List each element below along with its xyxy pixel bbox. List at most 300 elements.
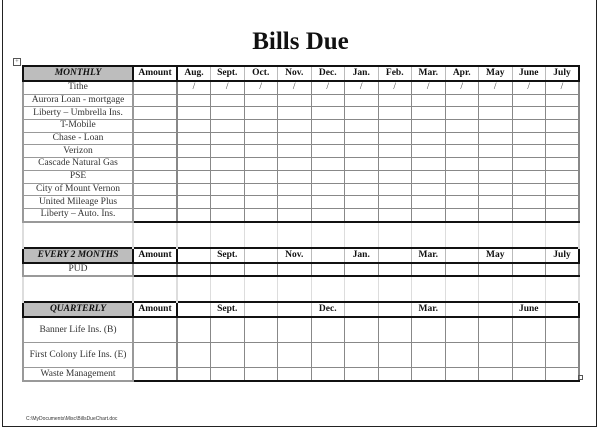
month-cell[interactable]	[345, 132, 379, 145]
spacer-cell	[133, 276, 177, 289]
bill-row	[23, 263, 579, 277]
month-cell[interactable]	[378, 158, 412, 171]
month-column-header: June	[512, 66, 546, 81]
month-cell[interactable]	[546, 94, 580, 107]
bill-row	[23, 145, 579, 158]
month-cell[interactable]	[345, 120, 379, 133]
month-cell[interactable]	[311, 170, 345, 183]
spacer-cell	[445, 222, 479, 235]
month-column-header	[244, 302, 278, 317]
spacer-cell	[445, 276, 479, 289]
month-cell[interactable]: /	[412, 81, 446, 94]
month-cell[interactable]	[378, 196, 412, 209]
spacer-cell	[546, 235, 580, 248]
month-cell[interactable]: /	[345, 81, 379, 94]
table-move-handle-icon[interactable]: +	[13, 58, 21, 66]
month-cell[interactable]	[278, 196, 312, 209]
month-cell[interactable]	[177, 107, 211, 120]
bill-row	[23, 81, 579, 94]
spacer-cell	[445, 289, 479, 302]
month-cell[interactable]	[412, 120, 446, 133]
month-cell[interactable]	[479, 158, 513, 171]
month-cell[interactable]	[546, 196, 580, 209]
month-cell[interactable]	[278, 132, 312, 145]
month-cell[interactable]	[512, 107, 546, 120]
month-cell[interactable]: /	[311, 81, 345, 94]
month-column-header	[311, 248, 345, 263]
month-cell[interactable]	[177, 170, 211, 183]
month-cell[interactable]	[378, 368, 412, 381]
amount-cell[interactable]	[133, 208, 177, 221]
month-cell[interactable]	[412, 158, 446, 171]
month-cell[interactable]	[512, 132, 546, 145]
month-cell[interactable]	[512, 94, 546, 107]
spacer-cell	[311, 276, 345, 289]
month-cell[interactable]	[345, 158, 379, 171]
month-cell[interactable]	[244, 145, 278, 158]
month-cell[interactable]	[378, 208, 412, 221]
month-cell[interactable]	[278, 94, 312, 107]
spacer-cell	[23, 289, 133, 302]
month-cell[interactable]	[378, 120, 412, 133]
month-cell[interactable]	[546, 317, 580, 343]
month-cell[interactable]	[378, 94, 412, 107]
month-cell[interactable]	[378, 107, 412, 120]
month-cell[interactable]	[412, 145, 446, 158]
month-cell[interactable]	[445, 158, 479, 171]
spacer-cell	[177, 222, 211, 235]
month-cell[interactable]: /	[512, 81, 546, 94]
month-cell[interactable]	[211, 317, 245, 343]
section-header-row	[23, 66, 579, 81]
month-cell[interactable]	[311, 343, 345, 368]
month-column-header	[445, 248, 479, 263]
amount-cell[interactable]	[133, 81, 177, 94]
month-cell[interactable]	[278, 158, 312, 171]
month-cell[interactable]	[412, 183, 446, 196]
month-column-header: July	[546, 66, 580, 81]
month-cell[interactable]	[211, 183, 245, 196]
month-column-header: Feb.	[378, 66, 412, 81]
month-cell[interactable]	[244, 107, 278, 120]
spacer-cell	[278, 222, 312, 235]
month-cell[interactable]	[278, 170, 312, 183]
month-cell[interactable]	[244, 132, 278, 145]
month-cell[interactable]	[244, 196, 278, 209]
month-cell[interactable]	[311, 158, 345, 171]
month-cell[interactable]	[546, 263, 580, 277]
month-cell[interactable]	[345, 343, 379, 368]
amount-cell[interactable]	[133, 343, 177, 368]
month-column-header: June	[512, 302, 546, 317]
amount-cell[interactable]	[133, 317, 177, 343]
month-cell[interactable]	[211, 94, 245, 107]
month-cell[interactable]	[211, 170, 245, 183]
month-cell[interactable]	[177, 132, 211, 145]
month-cell[interactable]	[512, 120, 546, 133]
spacer-cell	[23, 222, 133, 235]
month-column-header: Sept.	[211, 66, 245, 81]
month-cell[interactable]	[412, 343, 446, 368]
bill-name: Liberty – Auto. Ins.	[23, 208, 133, 221]
spacer-cell	[211, 289, 245, 302]
month-cell[interactable]	[244, 317, 278, 343]
month-cell[interactable]	[479, 196, 513, 209]
month-cell[interactable]	[512, 145, 546, 158]
month-cell[interactable]	[278, 343, 312, 368]
month-cell[interactable]	[412, 208, 446, 221]
bill-row	[23, 183, 579, 196]
month-cell[interactable]	[311, 183, 345, 196]
month-column-header: Nov.	[278, 248, 312, 263]
amount-cell[interactable]	[133, 107, 177, 120]
bill-name: City of Mount Vernon	[23, 183, 133, 196]
month-cell[interactable]	[177, 343, 211, 368]
amount-cell[interactable]	[133, 196, 177, 209]
spacer-cell	[479, 235, 513, 248]
month-cell[interactable]	[546, 158, 580, 171]
month-cell[interactable]	[546, 107, 580, 120]
bill-row	[23, 368, 579, 381]
spacer-cell	[445, 235, 479, 248]
month-cell[interactable]: /	[177, 81, 211, 94]
month-column-header	[512, 248, 546, 263]
month-cell[interactable]	[345, 145, 379, 158]
month-cell[interactable]	[211, 343, 245, 368]
spacer-cell	[311, 222, 345, 235]
month-cell[interactable]	[479, 183, 513, 196]
month-cell[interactable]	[512, 208, 546, 221]
month-cell[interactable]	[345, 196, 379, 209]
bill-row	[23, 158, 579, 171]
month-cell[interactable]	[211, 368, 245, 381]
month-cell[interactable]	[311, 196, 345, 209]
month-cell[interactable]	[412, 170, 446, 183]
month-column-header: Mar.	[412, 66, 446, 81]
month-cell[interactable]	[345, 107, 379, 120]
month-cell[interactable]	[177, 208, 211, 221]
month-cell[interactable]	[177, 158, 211, 171]
month-cell[interactable]	[378, 170, 412, 183]
month-cell[interactable]	[244, 263, 278, 277]
amount-cell[interactable]	[133, 132, 177, 145]
month-cell[interactable]	[278, 368, 312, 381]
month-cell[interactable]	[512, 183, 546, 196]
month-column-header	[177, 248, 211, 263]
month-column-header: July	[546, 248, 580, 263]
spacer-cell	[133, 289, 177, 302]
table-resize-handle-icon[interactable]	[578, 375, 583, 380]
month-cell[interactable]	[412, 263, 446, 277]
month-column-header: Mar.	[412, 302, 446, 317]
month-cell[interactable]: /	[445, 81, 479, 94]
amount-cell[interactable]	[133, 263, 177, 277]
month-cell[interactable]	[546, 120, 580, 133]
section-heading: EVERY 2 MONTHS	[23, 248, 133, 263]
month-cell[interactable]	[345, 317, 379, 343]
month-cell[interactable]	[445, 368, 479, 381]
bill-name: Aurora Loan - mortgage	[23, 94, 133, 107]
bill-name: Verizon	[23, 145, 133, 158]
month-cell[interactable]	[211, 132, 245, 145]
month-cell[interactable]	[244, 368, 278, 381]
month-cell[interactable]	[211, 158, 245, 171]
month-cell[interactable]	[378, 343, 412, 368]
month-cell[interactable]	[479, 368, 513, 381]
month-column-header: Jan.	[345, 66, 379, 81]
month-cell[interactable]: /	[546, 81, 580, 94]
spacer-cell	[311, 235, 345, 248]
spacer-cell	[211, 222, 245, 235]
month-cell[interactable]	[479, 208, 513, 221]
month-cell[interactable]	[211, 145, 245, 158]
month-cell[interactable]	[479, 94, 513, 107]
month-cell[interactable]	[412, 132, 446, 145]
month-cell[interactable]	[512, 263, 546, 277]
month-cell[interactable]	[445, 120, 479, 133]
bill-row	[23, 208, 579, 221]
month-cell[interactable]	[244, 183, 278, 196]
month-cell[interactable]	[311, 317, 345, 343]
amount-column-header: Amount	[133, 248, 177, 263]
month-cell[interactable]	[445, 170, 479, 183]
month-cell[interactable]	[378, 183, 412, 196]
month-cell[interactable]	[378, 317, 412, 343]
bill-name: United Mileage Plus	[23, 196, 133, 209]
month-cell[interactable]	[311, 208, 345, 221]
month-cell[interactable]	[445, 183, 479, 196]
bill-name: First Colony Life Ins. (E)	[23, 343, 133, 368]
month-cell[interactable]	[211, 196, 245, 209]
month-cell[interactable]	[445, 317, 479, 343]
bills-table	[22, 65, 580, 382]
amount-cell[interactable]	[133, 145, 177, 158]
month-cell[interactable]	[211, 263, 245, 277]
spacer-cell	[211, 235, 245, 248]
month-cell[interactable]	[479, 120, 513, 133]
month-cell[interactable]	[177, 94, 211, 107]
bill-row	[23, 343, 579, 368]
month-cell[interactable]	[177, 317, 211, 343]
month-cell[interactable]: /	[278, 81, 312, 94]
spacer-cell	[378, 276, 412, 289]
month-cell[interactable]	[211, 208, 245, 221]
month-cell[interactable]	[546, 170, 580, 183]
spacer-cell	[546, 289, 580, 302]
month-cell[interactable]	[278, 263, 312, 277]
month-cell[interactable]	[479, 170, 513, 183]
month-cell[interactable]	[244, 94, 278, 107]
month-cell[interactable]	[378, 132, 412, 145]
month-cell[interactable]	[345, 170, 379, 183]
bill-row	[23, 132, 579, 145]
spacer-cell	[378, 289, 412, 302]
month-cell[interactable]	[479, 132, 513, 145]
month-cell[interactable]	[278, 145, 312, 158]
month-column-header	[244, 248, 278, 263]
month-cell[interactable]	[412, 196, 446, 209]
bill-name: PUD	[23, 263, 133, 277]
month-cell[interactable]	[512, 170, 546, 183]
month-cell[interactable]	[412, 317, 446, 343]
month-cell[interactable]	[278, 107, 312, 120]
month-cell[interactable]	[445, 145, 479, 158]
month-cell[interactable]	[177, 368, 211, 381]
month-column-header: May	[479, 66, 513, 81]
spacer-cell	[479, 276, 513, 289]
month-cell[interactable]	[211, 107, 245, 120]
month-cell[interactable]	[546, 208, 580, 221]
month-column-header: Nov.	[278, 66, 312, 81]
month-cell[interactable]	[546, 368, 580, 381]
month-cell[interactable]	[278, 317, 312, 343]
month-cell[interactable]	[311, 94, 345, 107]
month-cell[interactable]	[512, 317, 546, 343]
month-cell[interactable]	[244, 170, 278, 183]
month-cell[interactable]	[177, 196, 211, 209]
spacer-cell	[412, 235, 446, 248]
month-cell[interactable]	[378, 145, 412, 158]
month-cell[interactable]	[311, 263, 345, 277]
month-cell[interactable]	[512, 196, 546, 209]
month-cell[interactable]	[445, 94, 479, 107]
month-column-header	[378, 302, 412, 317]
month-column-header: Sept.	[211, 248, 245, 263]
month-cell[interactable]	[211, 120, 245, 133]
month-cell[interactable]	[412, 107, 446, 120]
month-cell[interactable]	[479, 343, 513, 368]
spacer-cell	[479, 289, 513, 302]
section-heading: QUARTERLY	[23, 302, 133, 317]
spacer-cell	[244, 276, 278, 289]
amount-cell[interactable]	[133, 170, 177, 183]
month-cell[interactable]	[345, 263, 379, 277]
month-cell[interactable]	[311, 132, 345, 145]
bill-name: T-Mobile	[23, 120, 133, 133]
section-heading: MONTHLY	[23, 66, 133, 81]
month-cell[interactable]	[177, 120, 211, 133]
bill-name: PSE	[23, 170, 133, 183]
month-cell[interactable]	[345, 183, 379, 196]
month-cell[interactable]	[345, 368, 379, 381]
month-cell[interactable]	[244, 343, 278, 368]
month-column-header	[378, 248, 412, 263]
month-cell[interactable]	[546, 343, 580, 368]
spacer-cell	[512, 289, 546, 302]
month-cell[interactable]	[378, 263, 412, 277]
month-cell[interactable]	[412, 368, 446, 381]
spacer-cell	[278, 289, 312, 302]
spacer-cell	[211, 276, 245, 289]
month-cell[interactable]	[244, 208, 278, 221]
spacer-cell	[177, 289, 211, 302]
spacer-cell	[177, 276, 211, 289]
bill-name: Tithe	[23, 81, 133, 94]
spacer-cell	[345, 235, 379, 248]
spacer-cell	[546, 276, 580, 289]
amount-cell[interactable]	[133, 94, 177, 107]
spacer-cell	[378, 222, 412, 235]
month-cell[interactable]	[512, 368, 546, 381]
month-cell[interactable]	[546, 132, 580, 145]
month-cell[interactable]	[244, 120, 278, 133]
bill-row	[23, 107, 579, 120]
month-cell[interactable]	[445, 208, 479, 221]
month-cell[interactable]: /	[211, 81, 245, 94]
spacer-cell	[278, 235, 312, 248]
month-cell[interactable]	[244, 158, 278, 171]
month-cell[interactable]	[546, 183, 580, 196]
month-cell[interactable]	[512, 158, 546, 171]
month-cell[interactable]	[311, 120, 345, 133]
amount-cell[interactable]	[133, 183, 177, 196]
month-cell[interactable]: /	[244, 81, 278, 94]
spacer-cell	[23, 276, 133, 289]
month-cell[interactable]	[445, 196, 479, 209]
month-cell[interactable]	[479, 263, 513, 277]
month-cell[interactable]	[512, 343, 546, 368]
section-header-row	[23, 302, 579, 317]
file-path-footer: C:\MyDocuments\Misc\BillsDueChart.doc	[26, 416, 118, 422]
spacer-cell	[512, 222, 546, 235]
spacer-cell	[133, 222, 177, 235]
spacer-cell	[345, 276, 379, 289]
bill-row	[23, 94, 579, 107]
month-cell[interactable]: /	[378, 81, 412, 94]
month-column-header: Dec.	[311, 302, 345, 317]
month-column-header: May	[479, 248, 513, 263]
spacer-cell	[412, 289, 446, 302]
month-cell[interactable]	[445, 263, 479, 277]
amount-cell[interactable]	[133, 158, 177, 171]
bill-name: Banner Life Ins. (B)	[23, 317, 133, 343]
bill-name: Waste Management	[23, 368, 133, 381]
month-cell[interactable]	[479, 317, 513, 343]
bill-row	[23, 170, 579, 183]
month-cell[interactable]	[177, 183, 211, 196]
spacer-cell	[512, 276, 546, 289]
bill-row	[23, 317, 579, 343]
month-column-header	[278, 302, 312, 317]
month-cell[interactable]: /	[479, 81, 513, 94]
month-cell[interactable]	[479, 107, 513, 120]
month-cell[interactable]	[445, 132, 479, 145]
month-cell[interactable]	[311, 107, 345, 120]
month-cell[interactable]	[345, 94, 379, 107]
month-cell[interactable]	[311, 368, 345, 381]
month-cell[interactable]	[278, 183, 312, 196]
month-cell[interactable]	[412, 94, 446, 107]
month-cell[interactable]	[345, 208, 379, 221]
month-cell[interactable]	[278, 208, 312, 221]
month-cell[interactable]	[479, 145, 513, 158]
month-column-header: Oct.	[244, 66, 278, 81]
amount-column-header: Amount	[133, 302, 177, 317]
month-cell[interactable]	[445, 343, 479, 368]
month-cell[interactable]	[177, 263, 211, 277]
month-cell[interactable]	[445, 107, 479, 120]
month-cell[interactable]	[546, 145, 580, 158]
month-cell[interactable]	[177, 145, 211, 158]
month-cell[interactable]	[278, 120, 312, 133]
amount-cell[interactable]	[133, 120, 177, 133]
amount-cell[interactable]	[133, 368, 177, 381]
spacer-cell	[177, 235, 211, 248]
month-column-header: Aug.	[177, 66, 211, 81]
section-header-row	[23, 248, 579, 263]
month-cell[interactable]	[311, 145, 345, 158]
month-column-header: Sept.	[211, 302, 245, 317]
